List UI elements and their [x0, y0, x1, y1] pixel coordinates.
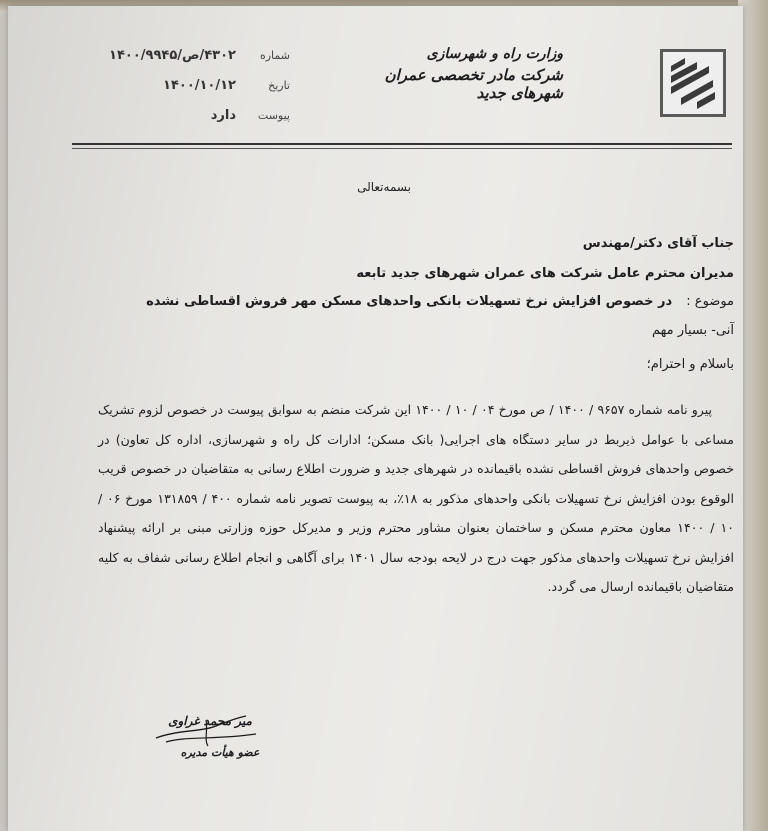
header-divider-thin [72, 148, 732, 149]
logo-mark-icon [663, 52, 723, 114]
signatory-title: عضو هیأت مدیره [180, 746, 260, 759]
greeting: باسلام و احترام؛ [646, 357, 734, 372]
letter-number: ۴۳۰۲/ص/۱۴۰۰/۹۹۴۵ [109, 48, 236, 63]
meta-attachment-row [60, 108, 290, 138]
letter-attachment-label: پیوست [257, 109, 290, 122]
letter-attachment: دارد [210, 108, 236, 123]
ministry-name: وزارت راه و شهرسازی [426, 46, 563, 62]
header-divider [72, 143, 732, 145]
urgency-note: آنی- بسیار مهم [651, 323, 734, 338]
organization-name [333, 46, 563, 102]
recipient-line-1: جناب آقای دکتر/مهندس [582, 236, 734, 251]
subject-text: در خصوص افزایش نرخ تسهیلات بانکی واحدهای مسکن مهر فروش اقساطی نشده [146, 294, 673, 309]
letter-meta [60, 48, 290, 138]
meta-number-row [60, 48, 290, 78]
letter-body: پیرو نامه شماره ۹۶۵۷ / ۱۴۰۰ / ص مورخ ۰۴ / ۱۰ / ۱۴۰۰ این شرکت منضم به سوابق پیوست در خصوص لزوم تشریک مساعی با عوامل ذیربط در سایر دستگاه های اجرایی( بانک مسکن؛ ادارات کل راه و شهرسازی، اداره کل تعاون) در خصوص واحدهای فروش اقساطی نشده باقیمانده در شهرهای جدید و ضرورت اطلاع رسانی به متقاضیان در خصوص قریب الوقوع بودن افزایش نرخ تسهیلات بانکی واحدهای مذکور به ۱۸٪، به پیوست تصویر نامه شماره ۴۰۰ / ۱۳۱۸۵۹ مورخ ۰۶ / ۱۰ / ۱۴۰۰ معاون محترم مسکن و ساختمان بعنوان مشاور محترم وزیر و مدیرکل حوزه وزارتی مبنی بر ارائه پیشنهاد افزایش نرخ تسهیلات واحدهای مذکور جهت درج در لایحه بودجه سال ۱۴۰۱ برای آگاهی و انجام اطلاع رسانی شفاف به کلیه متقاضیان باقیمانده ارسال می گردد. [98, 402, 734, 594]
recipient-line-2: مدیران محترم عامل شرکت های عمران شهرهای جدید تابعه [356, 266, 734, 281]
blessing: بسمه‌تعالی [357, 180, 411, 194]
letter-number-label: شماره [259, 49, 290, 62]
subject-label: موضوع : [686, 294, 734, 309]
subject-line [146, 294, 734, 309]
company-name: شرکت مادر تخصصی عمران شهرهای جدید [384, 66, 563, 102]
meta-date-row [60, 78, 290, 108]
signatory-name: میر محمد غراوی [168, 714, 252, 728]
company-logo [660, 49, 726, 117]
letter-date: ۱۴۰۰/۱۰/۱۲ [163, 78, 236, 93]
letter-date-label: تاریخ [268, 79, 290, 92]
